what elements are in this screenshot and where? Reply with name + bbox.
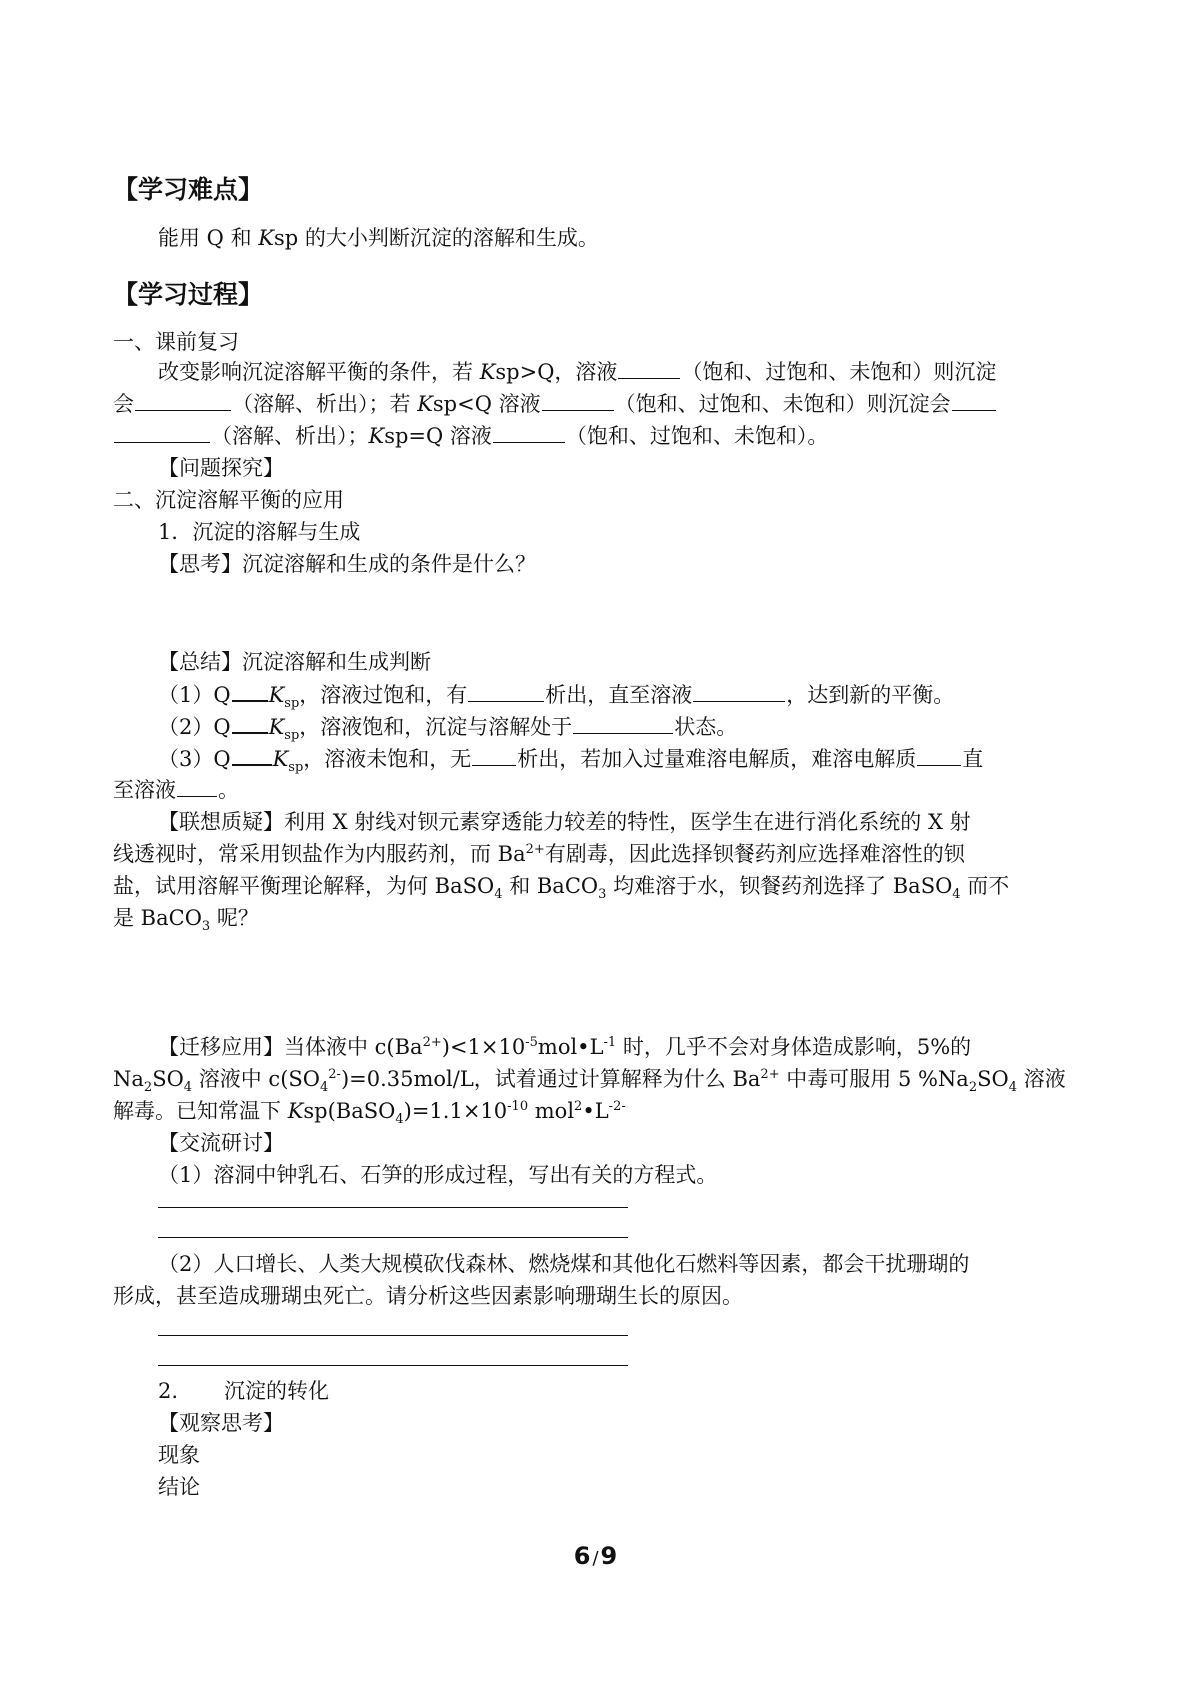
observe-think-tag: 【观察思考】 (158, 1411, 284, 1435)
blank-5 (114, 422, 210, 443)
think-question: 【思考】沉淀溶解和生成的条件是什么？ (158, 552, 536, 576)
association-line-4: 是 BaCO$_3$ 呢？ (113, 906, 259, 935)
difficulty-text: 能用 Q 和 Ksp 的大小判断沉淀的溶解和生成。 (158, 226, 599, 250)
review-line-3: （溶解、析出）；Ksp=Q 溶液 （饱和、过饱和、未饱和）。 (113, 422, 828, 450)
blank-15 (177, 776, 217, 797)
association-line-2: 线透视时，常采用钡盐作为内服药剂，而 $Ba^{2+}$有剧毒，因此选择钡餐药剂应选择难溶性的钡 (113, 842, 965, 866)
blank-14 (917, 745, 961, 766)
blank-7 (232, 680, 268, 702)
blank-8 (468, 681, 544, 702)
review-line-2: 会 （溶解、析出）；若 Ksp<Q 溶液 （饱和、过饱和、未饱和）则沉淀会 (113, 390, 997, 418)
subsection-2-title: 2. 沉淀的转化 (158, 1379, 330, 1403)
heading-learning-process: 【学习过程】 (113, 280, 264, 309)
association-line-1: 【联想质疑】利用 X 射线对钡元素穿透能力较差的特性，医学生在进行消化系统的 X 射 (158, 810, 971, 834)
summary-item-1: （1）Q $K_{sp}$，溶液过饱和，有 析出，直至溶液 ，达到新的平衡。 (158, 680, 954, 709)
subsection-1-title: 1．沉淀的溶解与生成 (158, 520, 361, 544)
summary-title: 【总结】沉淀溶解和生成判断 (158, 650, 431, 674)
review-title: 一、课前复习 (113, 330, 239, 354)
blank-4 (952, 390, 996, 411)
blank-11 (573, 713, 673, 734)
answer-line-3 (158, 1335, 628, 1336)
answer-line-4 (158, 1365, 628, 1366)
transfer-line-3: 解毒。已知常温下 $Ksp(BaSO_4)=1.1\times 10^{-10}$ $mol^2•L^{-2-}$ (113, 1099, 626, 1128)
section-two-title: 二、沉淀溶解平衡的应用 (113, 488, 344, 512)
blank-2 (135, 390, 231, 411)
blank-1 (618, 358, 680, 379)
transfer-line-2: $Na_2SO_4$ 溶液中 $c(SO_4^{2-})=0.35mol/L$，试着通过计算解释为什么 $Ba^{2+}$ 中毒可服用 5 $\%Na_2SO_4$ 溶液 (113, 1067, 1066, 1096)
blank-12 (232, 744, 272, 766)
discussion-tag: 【交流研讨】 (158, 1131, 284, 1155)
problem-explore-tag: 【问题探究】 (158, 456, 284, 480)
blank-9 (693, 681, 785, 702)
answer-line-2 (158, 1237, 628, 1238)
conclusion-label: 结论 (158, 1475, 200, 1499)
transfer-line-1: 【迁移应用】当体液中 $c(Ba^{2+})<1\times 10^{-5}mol•L^{-1}$ 时，几乎不会对身体造成影响，5%的 (158, 1035, 972, 1059)
blank-13 (472, 745, 516, 766)
heading-learning-difficulty: 【学习难点】 (113, 175, 264, 204)
answer-line-1 (158, 1207, 628, 1208)
review-line-1: 改变影响沉淀溶解平衡的条件，若 Ksp>Q，溶液 （饱和、过饱和、未饱和）则沉淀 (158, 360, 997, 384)
blank-6 (493, 422, 565, 443)
summary-item-2: （2）Q $K_{sp}$，溶液饱和，沉淀与溶解处于 状态。 (158, 712, 737, 741)
summary-item-3: （3）Q $K_{sp}$，溶液未饱和，无 析出，若加入过量难溶电解质，难溶电解质 直 (158, 744, 983, 773)
discussion-question-2: （2）人口增长、人类大规模砍伐森林、燃烧煤和其他化石燃料等因素，都会干扰珊瑚的 (158, 1252, 970, 1276)
blank-10 (232, 712, 268, 734)
summary-item-3-cont: 至溶液 。 (113, 778, 239, 802)
phenomenon-label: 现象 (158, 1443, 200, 1467)
discussion-question-1: （1）溶洞中钟乳石、石笋的形成过程，写出有关的方程式。 (158, 1163, 718, 1187)
discussion-question-2-cont: 形成，甚至造成珊瑚虫死亡。请分析这些因素影响珊瑚生长的原因。 (113, 1284, 743, 1308)
blank-3 (542, 390, 614, 411)
association-line-3: 盐，试用溶解平衡理论解释，为何 BaSO$_4$ 和 BaCO$_3$ 均难溶于水，钡餐药剂选择了 BaSO$_4$ 而不 (113, 874, 1010, 903)
page-number: 6 /9 (573, 1542, 618, 1570)
